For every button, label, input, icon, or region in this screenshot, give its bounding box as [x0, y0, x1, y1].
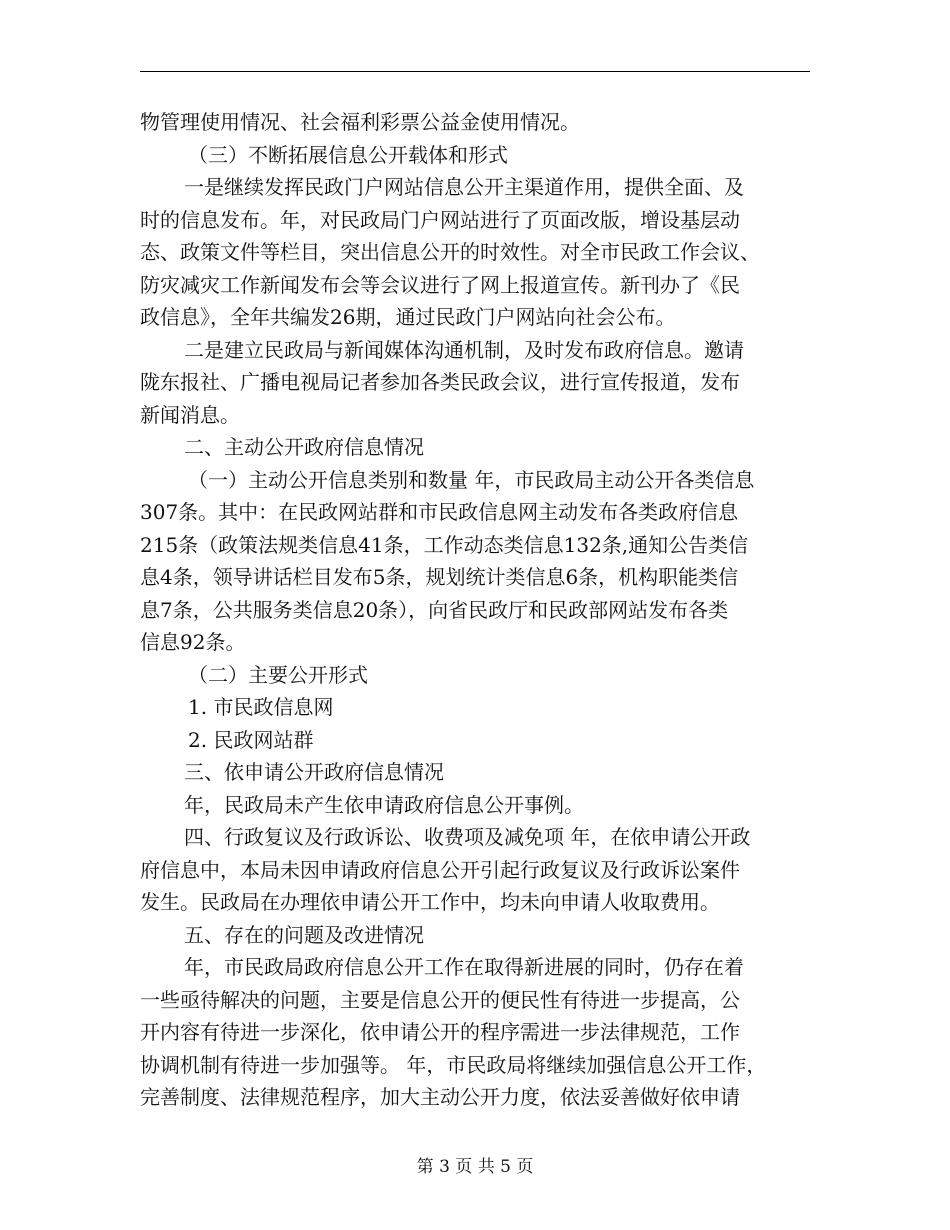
- section-heading: 五、存在的问题及改进情况: [184, 922, 424, 947]
- text-line: 协调机制有待进一步加强等。 年，市民政局将继续加强信息公开工作，: [140, 1052, 767, 1077]
- text-line: 307条。其中：在民政网站群和市民政信息网主动发布各类政府信息: [140, 500, 739, 524]
- document-body: [140, 106, 815, 1114]
- section-heading: （二）主要公开形式: [188, 662, 368, 687]
- text-line: 态、政策文件等栏目，突出信息公开的时效性。对全市民政工作会议、: [140, 240, 760, 264]
- section-heading: 三、依申请公开政府信息情况: [184, 760, 444, 784]
- text-line: （一）主动公开信息类别和数量 年，市民政局主动公开各类信息: [188, 467, 755, 492]
- section-heading: （三）不断拓展信息公开载体和形式: [188, 142, 508, 167]
- text-line: 年，民政局未产生依申请政府信息公开事例。: [184, 792, 584, 817]
- text-line: 215条（政策法规类信息41条，工作动态类信息132条,通知公告类信: [140, 532, 749, 557]
- text-line: 一是继续发挥民政门户网站信息公开主渠道作用，提供全面、及: [184, 175, 744, 199]
- text-line: 一些亟待解决的问题，主要是信息公开的便民性有待进一步提高，公: [140, 987, 740, 1012]
- text-line: 防灾减灾工作新闻发布会等会议进行了网上报道宣传。新刊办了《民: [140, 272, 740, 297]
- list-item: 1. 市民政信息网: [188, 695, 334, 719]
- text-line: 时的信息发布。年，对民政局门户网站进行了页面改版，增设基层动: [140, 207, 740, 232]
- text-line: 息4条，领导讲话栏目发布5条，规划统计类信息6条，机构职能类信: [140, 565, 739, 589]
- section-heading: 二、主动公开政府信息情况: [184, 435, 424, 459]
- text-line: 年，市民政局政府信息公开工作在取得新进展的同时，仍存在着: [184, 955, 744, 979]
- text-line: 二是建立民政局与新闻媒体沟通机制，及时发布政府信息。邀请: [184, 337, 744, 362]
- text-line: 信息92条。: [140, 630, 246, 654]
- section-heading: 四、行政复议及行政诉讼、收费项及减免项 年，在依申请公开政: [184, 825, 751, 849]
- text-line: 陇东报社、广播电视局记者参加各类民政会议，进行宣传报道，发布: [140, 370, 740, 394]
- text-line: 物管理使用情况、社会福利彩票公益金使用情况。: [140, 110, 580, 134]
- page-footer: 第 3 页 共 5 页: [416, 1157, 534, 1177]
- text-line: 发生。民政局在办理依申请公开工作中，均未向申请人收取费用。: [140, 890, 720, 914]
- list-item: 2. 民政网站群: [188, 727, 314, 752]
- text-line: 府信息中，本局未因申请政府信息公开引起行政复议及行政诉讼案件: [140, 857, 740, 882]
- header-rule: [140, 71, 810, 72]
- text-line: 新闻消息。: [140, 402, 240, 427]
- text-line: 政信息》，全年共编发26期，通过民政门户网站向社会公布。: [140, 305, 676, 329]
- text-line: 息7条，公共服务类信息20条），向省民政厅和民政部网站发布各类: [140, 597, 729, 622]
- text-line: 完善制度、法律规范程序，加大主动公开力度，依法妥善做好依申请: [140, 1085, 740, 1109]
- text-line: 开内容有待进一步深化，依申请公开的程序需进一步法律规范，工作: [140, 1020, 740, 1044]
